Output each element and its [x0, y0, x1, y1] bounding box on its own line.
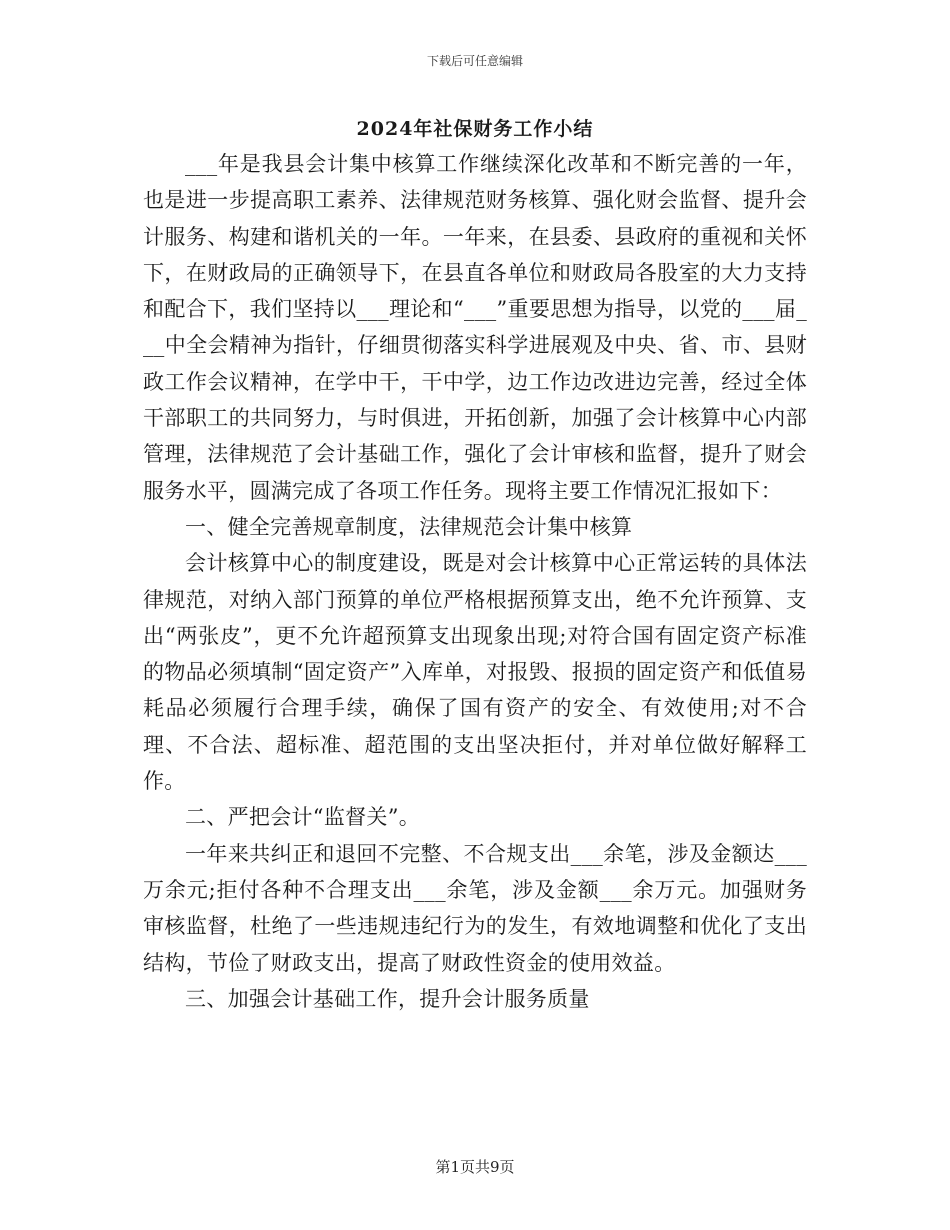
section-heading-2: 二、严把会计“监督关”。	[185, 805, 421, 830]
paragraph-section-2: 一年来共纠正和退回不完整、不合规支出___余笔，涉及金额达___万余元;拒付各种不合理支出___余笔，涉及金额___余万元。加强财务审核监督，杜绝了一些违规违纪行为的发生，有效地调整和优化了支出结构，节俭了财政支出，提高了财政性资金的使用效益。	[143, 841, 807, 975]
page-number: 第1页共9页	[435, 1158, 515, 1176]
paragraph-intro: ___年是我县会计集中核算工作继续深化改革和不断完善的一年，也是进一步提高职工素养、法律规范财务核算、强化财会监督、提升会计服务、构建和谐机关的一年。一年来，在县委、县政府的重视和关怀下，在财政局的正确领导下，在县直各单位和财政局各股室的大力支持和配合下，我们坚持以___理论和“___”重要思想为指导，以党的___届___中全会精神为指针，仔细贯彻落实科学进展观及中央、省、市、县财政工作会议精神，在学中干，干中学，边工作边改进边完善，经过全体干部职工的共同努力，与时俱进，开拓创新，加强了会计核算中心内部管理，法律规范了会计基础工作，强化了会计审核和监督，提升了财会服务水平，圆满完成了各项工作任务。现将主要工作情况汇报如下：	[143, 152, 807, 503]
header-note: 下载后可任意编辑	[426, 54, 523, 68]
document-body	[143, 146, 807, 1017]
paragraph-section-1: 会计核算中心的制度建设，既是对会计核算中心正常运转的具体法律规范，对纳入部门预算的单位严格根据预算支出，绝不允许预算、支出“两张皮”，更不允许超预算支出现象出现;对符合国有固定资产标准的物品必须填制“固定资产”入库单，对报毁、报损的固定资产和低值易耗品必须履行合理手续，确保了国有资产的安全、有效使用;对不合理、不合法、超标准、超范围的支出坚决拒付，并对单位做好解释工作。	[143, 551, 807, 794]
section-heading-3: 三、加强会计基础工作，提升会计服务质量	[185, 986, 590, 1011]
document-title: 2024年社保财务工作小结	[356, 118, 594, 140]
section-heading-1: 一、健全完善规章制度，法律规范会计集中核算	[185, 514, 633, 539]
